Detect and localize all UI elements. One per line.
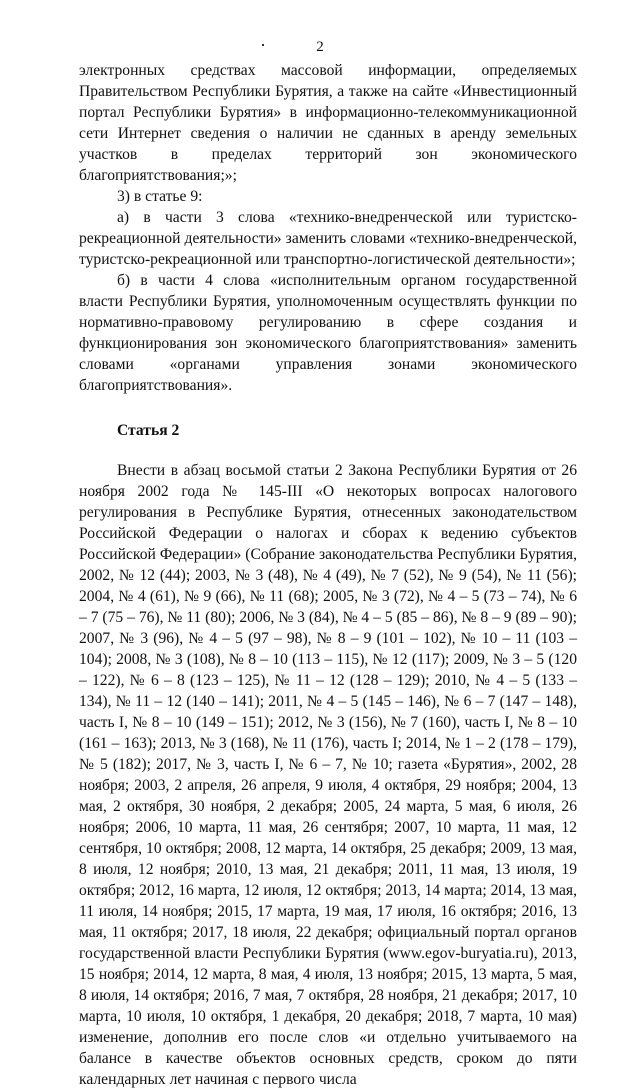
paragraph-item-3b: б) в части 4 слова «исполнительным органом государственной власти Республики Бурятия, уполномоченным осуществлять функции по нормативно-правовому регулированию в сфере создания и функционирования зон экономического благоприятствования» заменить словами «органами управления зонами экономического благоприятствования». <box>79 272 577 394</box>
document-body <box>79 60 577 1090</box>
spacer <box>79 441 577 460</box>
paragraph-continuation: электронных средствах массовой информации, определяемых Правительством Республики Бурятия, а также на сайте «Инвестиционный портал Республики Бурятия» в информационно-телекоммуникационной сети Интернет сведения о наличии не сданных в аренду земельных участков в пределах территорий зон экономического благоприятствования;»; <box>79 62 577 184</box>
paragraph-article-2: Внести в абзац восьмой статьи 2 Закона Республики Бурятия от 26 ноября 2002 года № 145-III «О некоторых вопросах налогового регулирования в Республике Бурятия, отнесенных законодательством Российской Федерации о налогах и сборах к ведению субъектов Российской Федерации» (Собрание законодательства Республики Бурятия, 2002, № 12 (44); 2003, № 3 (48), № 4 (49), № 7 (52), № 9 (54), № 11 (56); 2004, № 4 (61), № 9 (66), № 11 (68); 2005, № 3 (72), № 4 – 5 (73 – 74), № 6 – 7 (75 – 76), № 11 (80); 2006, № 3 (84), № 4 – 5 (85 – 86), № 8 – 9 (89 – 90); 2007, № 3 (96), № 4 – 5 (97 – 98), № 8 – 9 (101 – 102), № 10 – 11 (103 – 104); 2008, № 3 (108), № 8 – 10 (113 – 115), № 12 (117); 2009, № 3 – 5 (120 – 122), № 6 – 8 (123 – 125), № 11 – 12 (128 – 129); 2010, № 4 – 5 (133 – 134), № 11 – 12 (140 – 141); 2011, № 4 – 5 (145 – 146), № 6 – 7 (147 – 148), часть I, № 8 – 10 (149 – 151); 2012, № 3 (156), № 7 (160), часть I, № 8 – 10 (161 – 163); 2013, № 3 (168), № 11 (176), часть I; 2014, № 1 – 2 (178 – 179), № 5 (182); 2017, № 3, часть I, № 6 – 7, № 10; газета «Бурятия», 2002, 28 ноября; 2003, 2 апреля, 26 апреля, 9 июля, 4 октября, 29 ноября; 2004, 13 мая, 2 октября, 30 ноября, 2 декабря; 2005, 24 марта, 5 мая, 6 июля, 26 ноября; 2006, 10 марта, 11 мая, 26 сентября; 2007, 10 марта, 11 мая, 12 сентября, 10 октября; 2008, 12 марта, 14 октября, 25 декабря; 2009, 13 мая, 8 июля, 12 ноября; 2010, 13 мая, 21 декабря; 2011, 11 мая, 13 июля, 19 октября; 2012, 16 марта, 12 июля, 12 октября; 2013, 14 марта; 2014, 13 мая, 11 июля, 14 ноября; 2015, 17 марта, 19 мая, 17 июля, 16 октября; 2016, 13 мая, 11 октября; 2017, 18 июля, 22 декабря; официальный портал органов государственной власти Республики Бурятия (www.egov-buryatia.ru), 2013, 15 ноября; 2014, 12 марта, 8 мая, 4 июля, 13 ноября; 2015, 13 марта, 5 мая, 8 июля, 14 октября; 2016, 7 мая, 7 октября, 28 ноября, 21 декабря; 2017, 10 марта, 10 июля, 10 октября, 1 декабря, 20 декабря; 2018, 7 марта, 10 мая) изменение, дополнив его после слов «и отдельно учитываемого на балансе в качестве объектов основных средств, сроком до пяти календарных лет начиная с первого числа <box>79 462 577 1088</box>
article-title: Статья 2 <box>117 422 180 439</box>
paragraph-item-3a: а) в части 3 слова «технико-внедренческой или туристско-рекреационной деятельности» заменить словами «технико-внедренческой, туристско-рекреационной или транспортно-логистической деятельности»; <box>79 209 577 268</box>
paragraph-item-3: 3) в статье 9: <box>117 188 203 205</box>
scan-speck <box>262 44 264 46</box>
spacer <box>79 396 577 420</box>
page-number: 2 <box>316 39 324 55</box>
